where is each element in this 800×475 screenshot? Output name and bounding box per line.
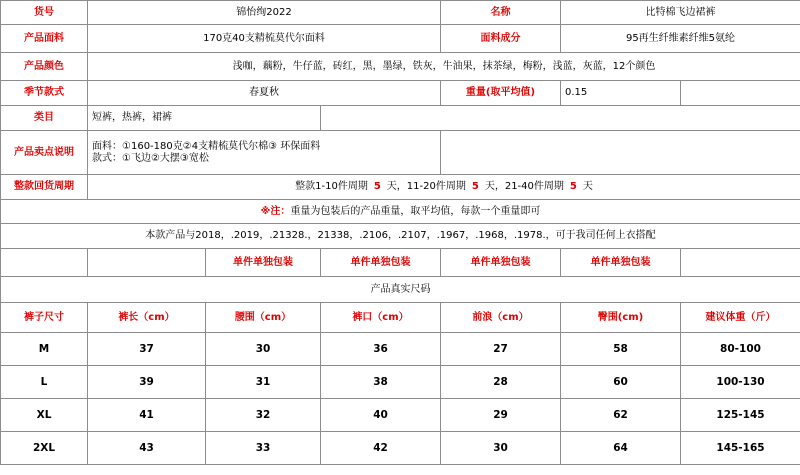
label-name: 名称 <box>441 1 561 25</box>
item-no-value: 锦怡绚2022 <box>88 1 441 25</box>
cycle-2-unit: 天， <box>484 181 505 193</box>
row-fabric <box>1 25 800 53</box>
size-row-xl <box>1 399 800 432</box>
selling-empty <box>441 131 800 175</box>
packaging-4: 单件单独包装 <box>561 249 681 277</box>
row-season <box>1 81 800 106</box>
cycle-1-num: 5 <box>373 181 381 193</box>
hem-cell: 38 <box>321 366 441 399</box>
row-colors <box>1 53 800 81</box>
packaging-2: 单件单独包装 <box>321 249 441 277</box>
cycle-1-unit: 天， <box>386 181 407 193</box>
size-header-hem: 裤口（cm） <box>321 303 441 333</box>
row-category <box>1 106 800 131</box>
cycle-1-text: 整款1-10件周期 <box>295 181 368 193</box>
hem-cell: 40 <box>321 399 441 432</box>
row-selling-points <box>1 131 800 175</box>
length-cell: 37 <box>88 333 206 366</box>
weight-cell: 145-165 <box>681 432 800 465</box>
size-cell: L <box>1 366 88 399</box>
hip-cell: 60 <box>561 366 681 399</box>
match-text: 本款产品与2018，.2019，.21328.，21338，.2106，.2107，.1967，.1968，.1978.，可于我司任何上衣搭配 <box>1 224 800 249</box>
size-row-l <box>1 366 800 399</box>
row-note <box>1 200 800 224</box>
row-cycle <box>1 175 800 200</box>
cycle-2-num: 5 <box>471 181 479 193</box>
note-text: 重量为包装后的产品重量，取平均值，每款一个重量即可 <box>290 205 541 217</box>
label-colors: 产品颜色 <box>1 53 88 81</box>
length-cell: 39 <box>88 366 206 399</box>
hip-cell: 58 <box>561 333 681 366</box>
cycle-3-unit: 天 <box>582 181 593 193</box>
cycle-3-text: 21-40件周期 <box>504 181 564 193</box>
weight-value: 0.15 <box>561 81 681 106</box>
note-prefix: ※注： <box>260 205 291 217</box>
selling-points-value <box>88 131 441 175</box>
size-header-hip: 臀围(cm) <box>561 303 681 333</box>
category-value: 短裤，热裤，裙裤 <box>88 106 321 131</box>
label-weight: 重量(取平均值) <box>441 81 561 106</box>
size-row-2xl <box>1 432 800 465</box>
front-rise-cell: 29 <box>441 399 561 432</box>
label-season: 季节款式 <box>1 81 88 106</box>
category-empty <box>321 106 800 131</box>
packaging-empty-3 <box>681 249 800 277</box>
hem-cell: 36 <box>321 333 441 366</box>
name-value: 比特棉飞边裙裤 <box>561 1 800 25</box>
waist-cell: 32 <box>206 399 321 432</box>
composition-value: 95再生纤维素纤维5氨纶 <box>561 25 800 53</box>
size-row-m <box>1 333 800 366</box>
size-header-size: 裤子尺寸 <box>1 303 88 333</box>
size-header-waist: 腰围（cm） <box>206 303 321 333</box>
packaging-empty-1 <box>1 249 88 277</box>
size-header-front-rise: 前浪（cm） <box>441 303 561 333</box>
front-rise-cell: 30 <box>441 432 561 465</box>
cycle-value <box>88 175 800 200</box>
hem-cell: 42 <box>321 432 441 465</box>
size-cell: XL <box>1 399 88 432</box>
season-value: 春夏秋 <box>88 81 441 106</box>
fabric-value: 170克40支精梳莫代尔面料 <box>88 25 441 53</box>
weight-empty <box>681 81 800 106</box>
label-item-no: 货号 <box>1 1 88 25</box>
label-composition: 面料成分 <box>441 25 561 53</box>
packaging-1: 单件单独包装 <box>206 249 321 277</box>
size-header-row <box>1 303 800 333</box>
row-packaging <box>1 249 800 277</box>
row-size-title <box>1 277 800 303</box>
size-cell: M <box>1 333 88 366</box>
cycle-2-text: 11-20件周期 <box>406 181 466 193</box>
selling-line-style: 款式：①飞边②大摆③宽松 <box>92 152 209 164</box>
weight-cell: 125-145 <box>681 399 800 432</box>
note-cell <box>1 200 800 224</box>
label-fabric: 产品面料 <box>1 25 88 53</box>
packaging-3: 单件单独包装 <box>441 249 561 277</box>
label-selling-points: 产品卖点说明 <box>1 131 88 175</box>
row-item-no <box>1 1 800 25</box>
packaging-empty-2 <box>88 249 206 277</box>
weight-cell: 100-130 <box>681 366 800 399</box>
length-cell: 43 <box>88 432 206 465</box>
label-category: 类目 <box>1 106 88 131</box>
size-header-weight: 建议体重（斤） <box>681 303 800 333</box>
front-rise-cell: 27 <box>441 333 561 366</box>
waist-cell: 31 <box>206 366 321 399</box>
waist-cell: 30 <box>206 333 321 366</box>
size-header-length: 裤长（cm） <box>88 303 206 333</box>
hip-cell: 62 <box>561 399 681 432</box>
selling-line-fabric: 面料：①160-180克②4支精梳莫代尔棉③ 环保面料 <box>92 141 321 152</box>
front-rise-cell: 28 <box>441 366 561 399</box>
colors-value: 浅咖，藕粉，牛仔蓝，砖红，黑，墨绿，铁灰，牛油果，抹茶绿，梅粉，浅蓝，灰蓝，12个颜色 <box>88 53 800 81</box>
weight-cell: 80-100 <box>681 333 800 366</box>
hip-cell: 64 <box>561 432 681 465</box>
cycle-3-num: 5 <box>569 181 577 193</box>
size-table-title: 产品真实尺码 <box>1 277 800 303</box>
waist-cell: 33 <box>206 432 321 465</box>
row-match <box>1 224 800 249</box>
label-cycle: 整款回货周期 <box>1 175 88 200</box>
length-cell: 41 <box>88 399 206 432</box>
size-cell: 2XL <box>1 432 88 465</box>
